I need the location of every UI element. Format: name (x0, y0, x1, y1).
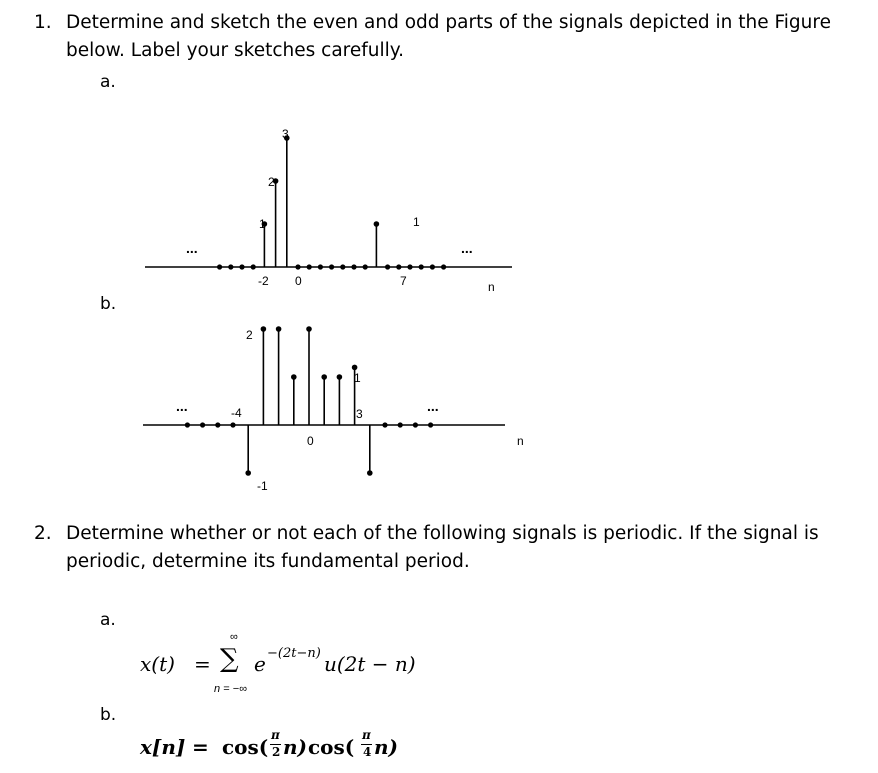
figure-b-tick-label-0: 0 (307, 434, 314, 448)
figure-a-zero-dot (217, 264, 222, 269)
equation-a (140, 630, 480, 700)
q1-text-line2: below. Label your sketches carefully. (66, 40, 404, 61)
figure-b-tick-label-minus1: -1 (257, 479, 268, 493)
figure-a-zero-dot (239, 264, 244, 269)
figure-a-zero-dot (407, 264, 412, 269)
figure-b-zero-dot (398, 422, 403, 427)
q1-number: 1. (34, 12, 52, 33)
eq-b-equals: = (192, 735, 209, 759)
figure-b-zero-dot (200, 422, 205, 427)
figure-a-tick-label-0: 0 (295, 274, 302, 288)
eq-b-frac1-den: 2 (272, 745, 281, 759)
figure-a-ellipsis-left: ... (186, 240, 198, 256)
eq-a-lhs: x(t) (140, 652, 175, 676)
eq-b-frac2-num: π (362, 728, 371, 742)
figure-b-value-label-1: 1 (354, 371, 361, 385)
figure-a-stem-dot (374, 221, 380, 227)
eq-a-upper-limit: ∞ (230, 631, 238, 643)
figure-b-stem-dot (245, 470, 251, 476)
figure-b-stem-dot (276, 326, 282, 332)
figure-b-stem-dot (367, 470, 373, 476)
figure-b-zero-dot (185, 422, 190, 427)
figure-a-zero-dot (318, 264, 323, 269)
figure-a-axis-label: n (488, 280, 495, 294)
figure-a-zero-dot (351, 264, 356, 269)
figure-a-tick-label-7: 7 (400, 274, 407, 288)
figure-b-ellipsis-right: ... (427, 398, 439, 414)
figure-a-zero-dot (396, 264, 401, 269)
figure-b-tick-label-minus4: -4 (231, 406, 242, 420)
figure-b-tick-label-3: 3 (356, 407, 363, 421)
figure-a-zero-dot (340, 264, 345, 269)
figure-b-zero-dot (382, 422, 387, 427)
figure-a-value-label-3: 3 (282, 127, 289, 141)
figure-a-zero-dot (419, 264, 424, 269)
eq-a-equals: = (194, 652, 211, 676)
q2-text-line2: periodic, determine its fundamental period. (66, 551, 470, 572)
figure-a-tick-label-minus2: -2 (258, 274, 269, 288)
q1-part-a-label: a. (100, 72, 116, 92)
q2-number: 2. (34, 523, 52, 544)
eq-b-cos2: cos( (308, 735, 355, 759)
eq-a-unit-step: u(2t − n) (324, 652, 416, 676)
figure-b-stem-dot (291, 374, 297, 380)
figure-a-value-label-2: 2 (268, 175, 275, 189)
q2-part-b-label: b. (100, 705, 117, 725)
figure-a-value-label-7: 1 (413, 215, 420, 229)
figure-a-zero-dot (307, 264, 312, 269)
eq-b-n2: n) (374, 735, 399, 759)
eq-b-cos1: cos( (222, 735, 269, 759)
figure-b-zero-dot (230, 422, 235, 427)
figure-a-value-label-1: 1 (259, 217, 266, 231)
figure-a-zero-dot (295, 264, 300, 269)
eq-a-exponent: −(2t−n) (267, 646, 321, 661)
q2-part-a-label: a. (100, 610, 116, 630)
eq-a-summation-icon: ∑ (220, 644, 239, 674)
figure-a-zero-dot (385, 264, 390, 269)
figure-b-value-label-2: 2 (246, 328, 253, 342)
eq-b-frac1-num: π (271, 728, 280, 742)
figure-b (0, 300, 878, 500)
figure-b-zero-dot (215, 422, 220, 427)
figure-a-zero-dot (363, 264, 368, 269)
figure-b-stem-dot (352, 365, 358, 371)
figure-a-zero-dot (251, 264, 256, 269)
eq-a-e: e (254, 652, 266, 676)
figure-a-ellipsis-right: ... (461, 240, 473, 256)
figure-b-stem-dot (261, 326, 267, 332)
q2-text-line1: Determine whether or not each of the following signals is periodic. If the signal is (66, 523, 819, 544)
figure-b-zero-dot (428, 422, 433, 427)
eq-b-lhs: x[n] (140, 735, 186, 759)
figure-b-zero-dot (413, 422, 418, 427)
figure-b-ellipsis-left: ... (176, 398, 188, 414)
figure-b-axis-label: n (517, 434, 524, 448)
equation-b (140, 725, 440, 769)
figure-a-zero-dot (430, 264, 435, 269)
eq-b-frac2-den: 4 (363, 745, 372, 759)
eq-a-lower-limit: n = −∞ (214, 683, 247, 695)
figure-b-stem-dot (321, 374, 327, 380)
q1-part-b-label: b. (100, 294, 117, 314)
q1-text-line1: Determine and sketch the even and odd parts of the signals depicted in the Figure (66, 12, 831, 33)
eq-b-n1: n) (283, 735, 308, 759)
figure-a-zero-dot (441, 264, 446, 269)
figure-b-stem-dot (306, 326, 312, 332)
figure-b-stem-dot (337, 374, 343, 380)
figure-a-zero-dot (228, 264, 233, 269)
figure-a-zero-dot (329, 264, 334, 269)
figure-a (0, 0, 878, 320)
